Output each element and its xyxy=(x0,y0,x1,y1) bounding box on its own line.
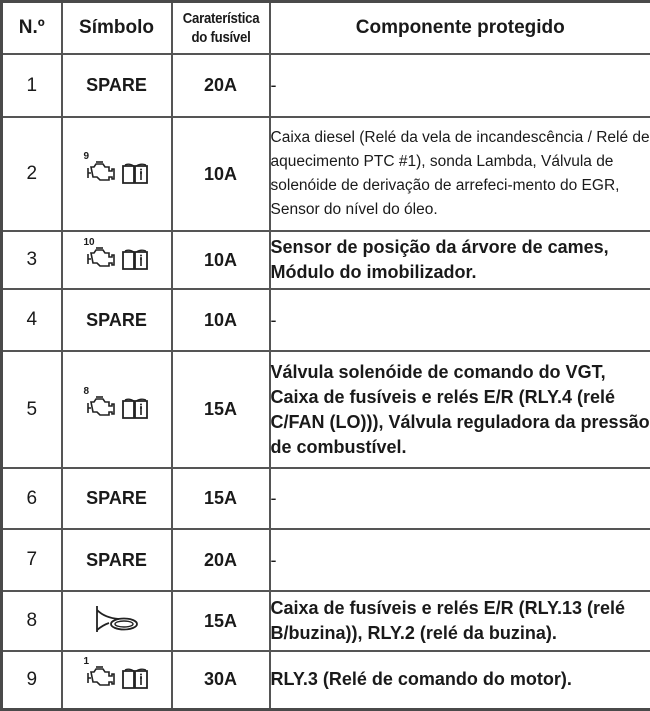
fuse-symbol xyxy=(62,351,172,468)
symbol-index: 8 xyxy=(84,386,90,397)
fuse-symbol: SPARE xyxy=(62,529,172,591)
fuse-symbol xyxy=(62,117,172,231)
header-rating-line2: do fusível xyxy=(191,29,250,46)
header-rating-line1: Caraterística xyxy=(182,10,259,27)
fuse-symbol xyxy=(62,231,172,289)
table-row xyxy=(2,54,650,117)
header-component: Componente protegido xyxy=(270,2,650,55)
fuse-number: 8 xyxy=(2,591,62,651)
table-row xyxy=(2,529,650,591)
table-row xyxy=(2,231,650,289)
symbol-index: 10 xyxy=(84,237,95,248)
table-row xyxy=(2,289,650,351)
fuse-symbol xyxy=(62,651,172,709)
header-symbol: Símbolo xyxy=(62,2,172,55)
fuse-symbol xyxy=(62,591,172,651)
horn-icon xyxy=(94,604,140,634)
fuse-component: Sensor de posição da árvore de cames, Módulo do imobilizador. xyxy=(270,231,650,289)
fuse-rating: 30A xyxy=(172,651,270,709)
fuse-number: 9 xyxy=(2,651,62,709)
fuse-symbol: SPARE xyxy=(62,289,172,351)
fuse-number: 2 xyxy=(2,117,62,231)
fuse-rating: 10A xyxy=(172,289,270,351)
fuse-rating: 10A xyxy=(172,117,270,231)
fuse-rating: 15A xyxy=(172,591,270,651)
engine-manual-icon xyxy=(86,246,148,270)
table-row xyxy=(2,651,650,709)
engine-icon xyxy=(86,246,120,270)
engine-icon xyxy=(86,395,120,419)
header-number: N.º xyxy=(2,2,62,55)
engine-manual-icon xyxy=(86,160,148,184)
engine-manual-icon xyxy=(86,395,148,419)
fuse-number: 5 xyxy=(2,351,62,468)
table-row xyxy=(2,117,650,231)
header-rating xyxy=(177,2,263,55)
fuse-component: - xyxy=(270,468,650,529)
fuse-number: 1 xyxy=(2,54,62,117)
fuse-number: 7 xyxy=(2,529,62,591)
fuse-rating: 20A xyxy=(172,529,270,591)
symbol-index: 1 xyxy=(84,656,90,667)
fuse-component: Caixa diesel (Relé da vela de incandescência / Relé de aquecimento PTC #1), sonda Lambda, Válvula de solenóide de derivação de arrefeci-mento do EGR, Sensor do nível do óleo. xyxy=(270,117,650,231)
manual-book-icon xyxy=(122,667,148,689)
manual-book-icon xyxy=(122,248,148,270)
fuse-component: RLY.3 (Relé de comando do motor). xyxy=(270,651,650,709)
engine-icon xyxy=(86,665,120,689)
fuse-component: - xyxy=(270,54,650,117)
symbol-index: 9 xyxy=(84,151,90,162)
fuse-number: 3 xyxy=(2,231,62,289)
table-row xyxy=(2,468,650,529)
fuse-component: - xyxy=(270,529,650,591)
fuse-rating: 10A xyxy=(172,231,270,289)
fuse-number: 4 xyxy=(2,289,62,351)
engine-icon xyxy=(86,160,120,184)
table-row xyxy=(2,351,650,468)
header-row xyxy=(2,2,650,55)
fuse-symbol: SPARE xyxy=(62,468,172,529)
fuse-component: Caixa de fusíveis e relés E/R (RLY.13 (relé B/buzina)), RLY.2 (relé da buzina). xyxy=(270,591,650,651)
fuse-rating: 15A xyxy=(172,351,270,468)
manual-book-icon xyxy=(122,162,148,184)
manual-book-icon xyxy=(122,397,148,419)
fuse-component: Válvula solenóide de comando do VGT, Caixa de fusíveis e relés E/R (RLY.4 (relé C/FAN (LO))), Válvula reguladora da pressão de combustível. xyxy=(270,351,650,468)
fuse-component: - xyxy=(270,289,650,351)
engine-manual-icon xyxy=(86,665,148,689)
fuse-rating: 20A xyxy=(172,54,270,117)
fuse-rating: 15A xyxy=(172,468,270,529)
table-row xyxy=(2,591,650,651)
fuse-symbol: SPARE xyxy=(62,54,172,117)
fuse-number: 6 xyxy=(2,468,62,529)
